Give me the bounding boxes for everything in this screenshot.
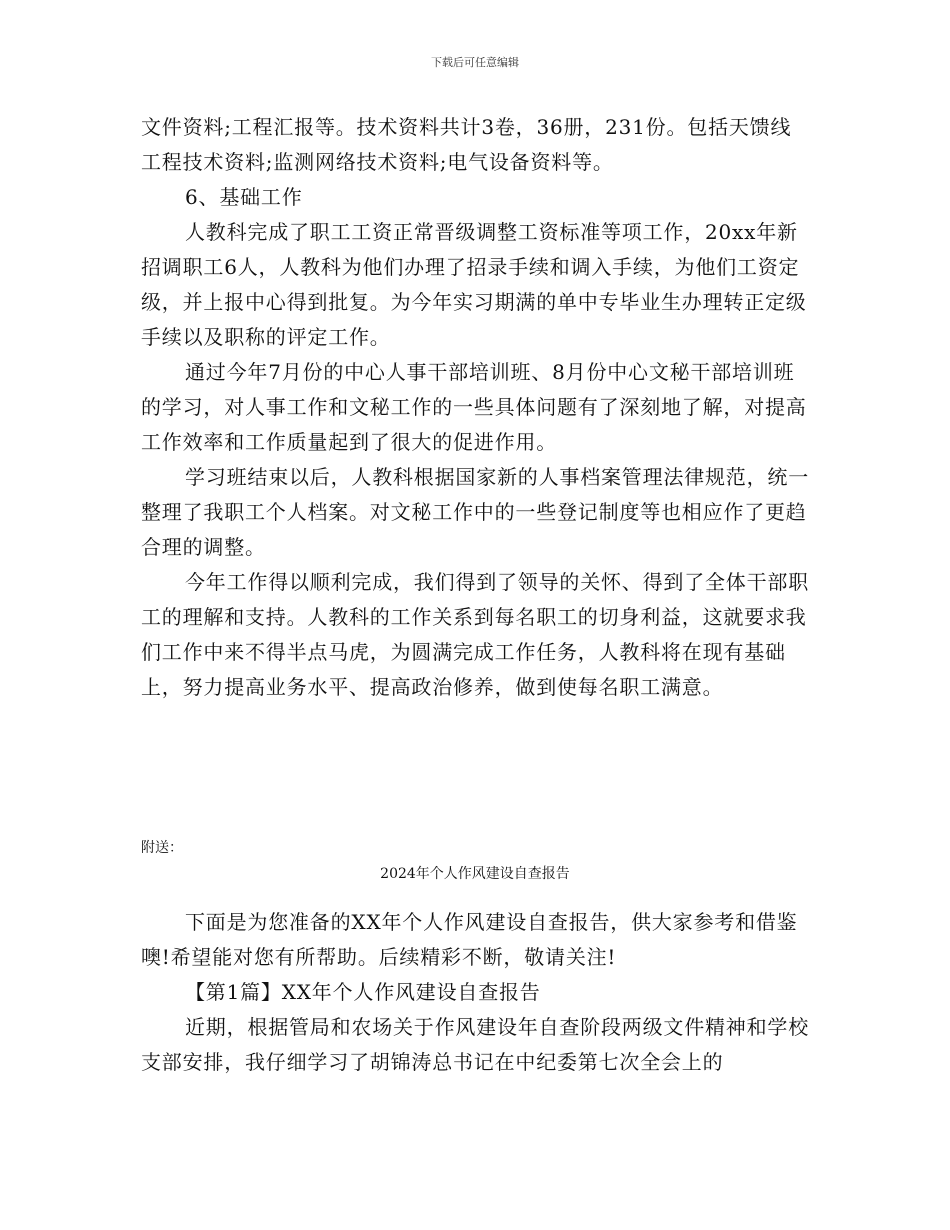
paragraph: 下面是为您准备的XX年个人作风建设自查报告，供大家参考和借鉴噢!希望能对您有所帮助。后续精彩不断，敬请关注! — [141, 910, 798, 969]
paragraph: 近期，根据管局和农场关于作风建设年自查阶段两级文件精神和学校支部安排，我仔细学习了胡锦涛总书记在中纪委第七次全会上的 — [141, 1015, 809, 1074]
article-heading: 【第1篇】XX年个人作风建设自查报告 — [185, 980, 541, 1004]
appendix-title: 2024年个人作风建设自查报告 — [380, 866, 570, 882]
appendix-label: 附送： — [141, 840, 183, 856]
paragraph: 学习班结束以后，人教科根据国家新的人事档案管理法律规范，统一整理了我职工个人档案。对文秘工作中的一些登记制度等也相应作了更趋合理的调整。 — [141, 465, 809, 559]
paragraph: 通过今年7月份的中心人事干部培训班、8月份中心文秘干部培训班的学习，对人事工作和文秘工作的一些具体问题有了深刻地了解，对提高工作效率和工作质量起到了很大的促进作用。 — [141, 360, 807, 454]
section-1-body — [141, 110, 811, 705]
section-heading: 6、基础工作 — [185, 185, 303, 209]
section-2-body — [141, 905, 811, 1080]
header-note: 下载后可任意编辑 — [431, 56, 519, 69]
paragraph: 人教科完成了职工工资正常晋级调整工资标准等项工作，20xx年新招调职工6人，人教科为他们办理了招录手续和调入手续，为他们工资定级，并上报中心得到批复。为今年实习期满的单中专毕业生办理转正定级手续以及职称的评定工作。 — [141, 220, 807, 349]
paragraph: 文件资料;工程汇报等。技术资料共计3卷，36册，231份。包括天馈线工程技术资料;监测网络技术资料;电气设备资料等。 — [141, 115, 792, 174]
paragraph: 今年工作得以顺利完成，我们得到了领导的关怀、得到了全体干部职工的理解和支持。人教科的工作关系到每名职工的切身利益，这就要求我们工作中来不得半点马虎，为圆满完成工作任务，人教科将在现有基础上，努力提高业务水平、提高政治修养，做到使每名职工满意。 — [141, 570, 809, 699]
